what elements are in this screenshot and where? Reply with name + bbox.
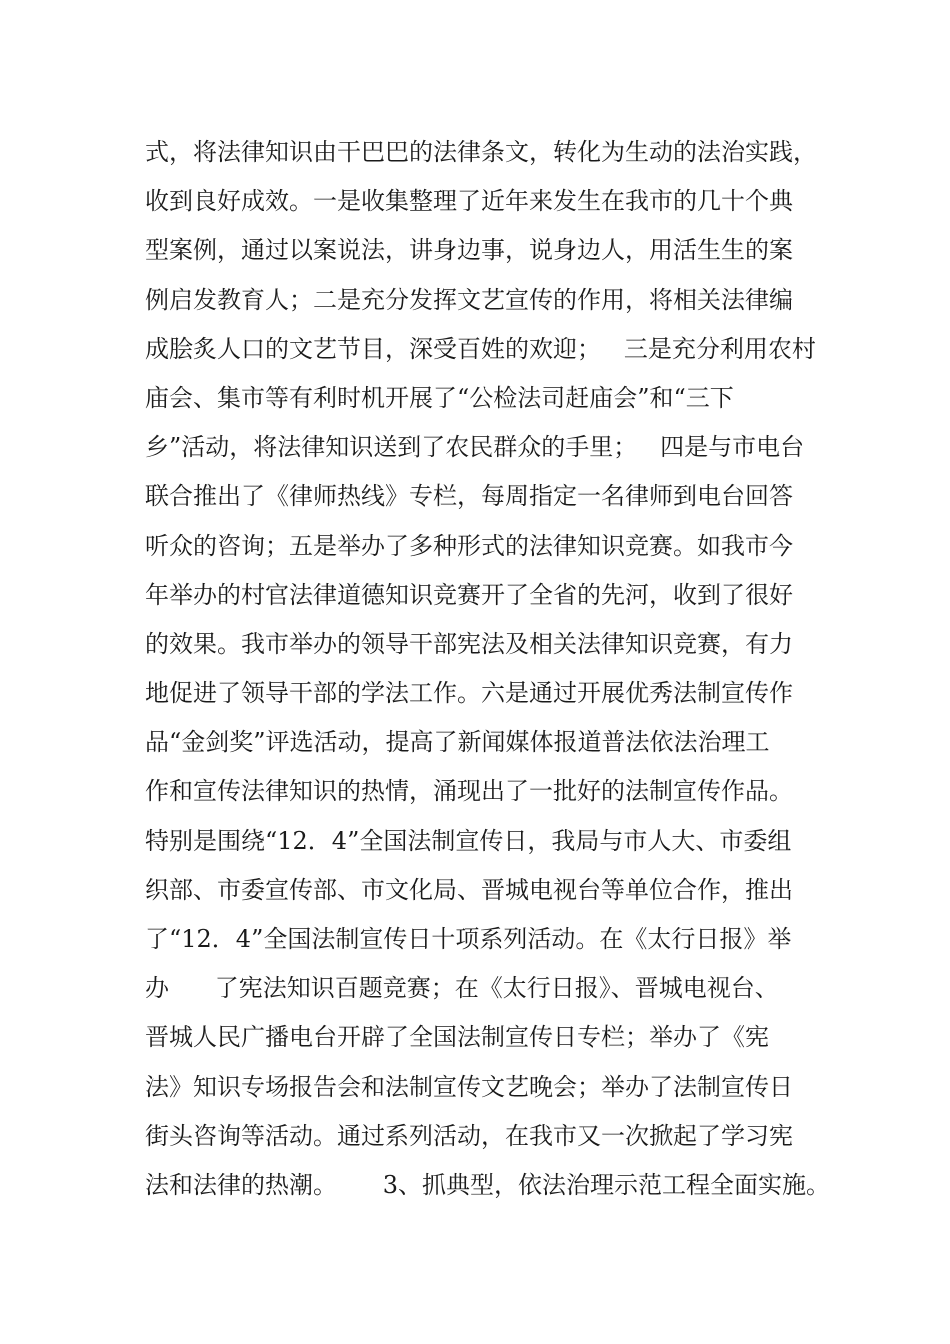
text-line: 式，将法律知识由干巴巴的法律条文，转化为生动的法治实践， [145,138,817,166]
text-line: 办 了宪法知识百题竞赛；在《太行日报》、晋城电视台、 [145,974,779,1003]
text-line: 联合推出了《律师热线》专栏，每周指定一名律师到电台回答 [145,482,793,511]
text-line: 了“12．4”全国法制宣传日十项系列活动。在《太行日报》举 [145,925,792,953]
text-line: 成脍炙人口的文艺节目，深受百姓的欢迎； 三是充分利用农村 [145,334,816,363]
text-line: 作和宣传法律知识的热情，涌现出了一批好的法制宣传作品。 [145,777,793,806]
text-line: 法》知识专场报告会和法制宣传文艺晚会；举办了法制宣传日 [145,1072,793,1101]
text-line: 例启发教育人；二是充分发挥文艺宣传的作用，将相关法律编 [145,285,793,314]
text-line: 晋城人民广播电台开辟了全国法制宣传日专栏；举办了《宪 [145,1023,769,1052]
text-line: 乡”活动，将法律知识送到了农民群众的手里； 四是与市电台 [145,433,805,462]
text-line: 型案例，通过以案说法，讲身边事，说身边人，用活生生的案 [145,236,793,265]
text-line: 品“金剑奖”评选活动，提高了新闻媒体报道普法依法治理工 [145,728,770,757]
text-line: 的效果。我市举办的领导干部宪法及相关法律知识竞赛，有力 [145,629,793,658]
text-line: 年举办的村官法律道德知识竞赛开了全省的先河，收到了很好 [145,580,793,609]
text-line: 听众的咨询；五是举办了多种形式的法律知识竞赛。如我市今 [145,531,793,560]
text-line: 织部、市委宣传部、市文化局、晋城电视台等单位合作，推出 [145,875,793,904]
body-text [145,128,845,1210]
text-line: 特别是围绕“12．4”全国法制宣传日，我局与市人大、市委组 [145,826,792,855]
text-line: 庙会、集市等有利时机开展了“公检法司赶庙会”和“三下 [145,383,734,412]
text-line: 收到良好成效。一是收集整理了近年来发生在我市的几十个典 [145,187,793,216]
text-line: 地促进了领导干部的学法工作。六是通过开展优秀法制宣传作 [145,679,793,708]
text-line: 法和法律的热潮。 3、抓典型，依法治理示范工程全面实施。 [145,1170,831,1199]
text-line: 街头咨询等活动。通过系列活动，在我市又一次掀起了学习宪 [145,1121,793,1150]
